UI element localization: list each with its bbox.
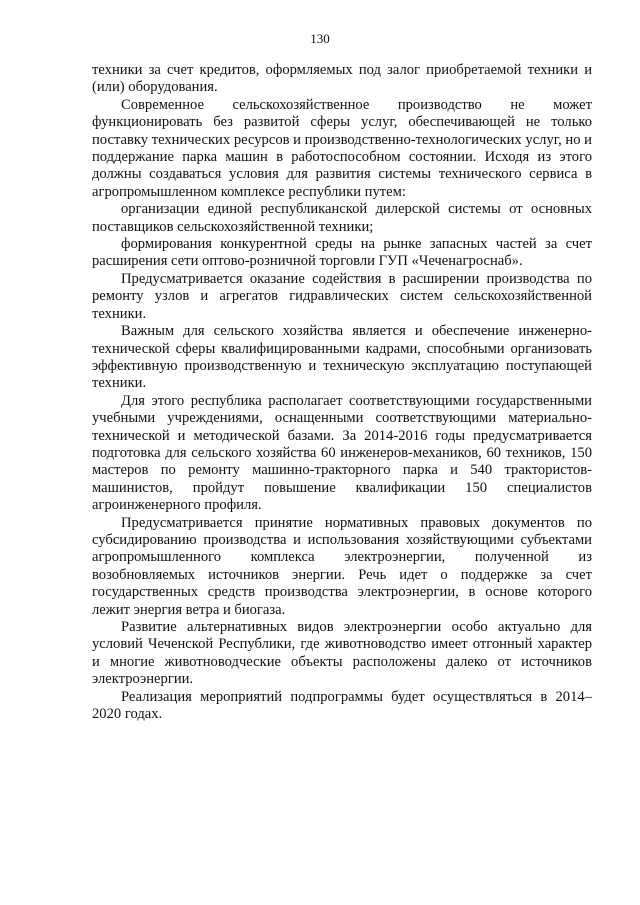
paragraph-1: техники за счет кредитов, оформляемых под залог приобретаемой техники и (или) оборудования.: [92, 62, 592, 96]
paragraph-3: организации единой республиканской дилерской системы от основных поставщиков сельскохозяйственной техники;: [92, 201, 592, 235]
paragraph-7: Для этого республика располагает соответствующими государственными учебными учреждениями, оснащенными соответствующими материально-технической и методической базами. За 2014-2016 годы предусматривается подготовка для сельского хозяйства 60 инженеров-механиков, 60 техников, 150 мастеров по ремонту машинно-тракторного парка и 540 трактористов-машинистов, пройдут повышение квалификации 150 специалистов агроинженерного профиля.: [92, 392, 592, 514]
paragraph-8: Предусматривается принятие нормативных правовых документов по субсидированию производства и использования хозяйствующими субъектами агропромышленного комплекса электроэнергии, полученной из возобновляемых источников энергии. Речь идет о поддержке за счет государственных средств производства электроэнергии, в основе которого лежит энергия ветра и биогаза.: [92, 514, 592, 618]
paragraph-10: Реализация мероприятий подпрограммы будет осуществляться в 2014–2020 годах.: [92, 688, 592, 723]
paragraph-5: Предусматривается оказание содействия в расширении производства по ремонту узлов и агрегатов гидравлических систем сельскохозяйственной техники.: [92, 270, 592, 322]
page-number: 130: [310, 31, 330, 46]
paragraph-4: формирования конкурентной среды на рынке запасных частей за счет расширения сети оптово-розничной торговли ГУП «Чеченагроснаб».: [92, 236, 592, 270]
paragraph-2: Современное сельскохозяйственное производство не может функционировать без развитой сферы услуг, обеспечивающей не только поставку технических ресурсов и производственно-технологических услуг, но и поддержание парка машин в работоспособном состоянии. Исходя из этого должны создаваться условия для развития системы технического сервиса в агропромышленном комплексе республики путем:: [92, 96, 592, 200]
paragraph-9: Развитие альтернативных видов электроэнергии особо актуально для условий Чеченской Республики, где животноводство имеет отгонный характер и многие животноводческие объекты расположены далеко от источников электроэнергии.: [92, 619, 592, 688]
document-body: [92, 62, 592, 723]
paragraph-6: Важным для сельского хозяйства является и обеспечение инженерно-технической сферы квалифицированными кадрами, способными организовать эффективную производственную и техническую эксплуатацию поступающей техники.: [92, 323, 592, 392]
